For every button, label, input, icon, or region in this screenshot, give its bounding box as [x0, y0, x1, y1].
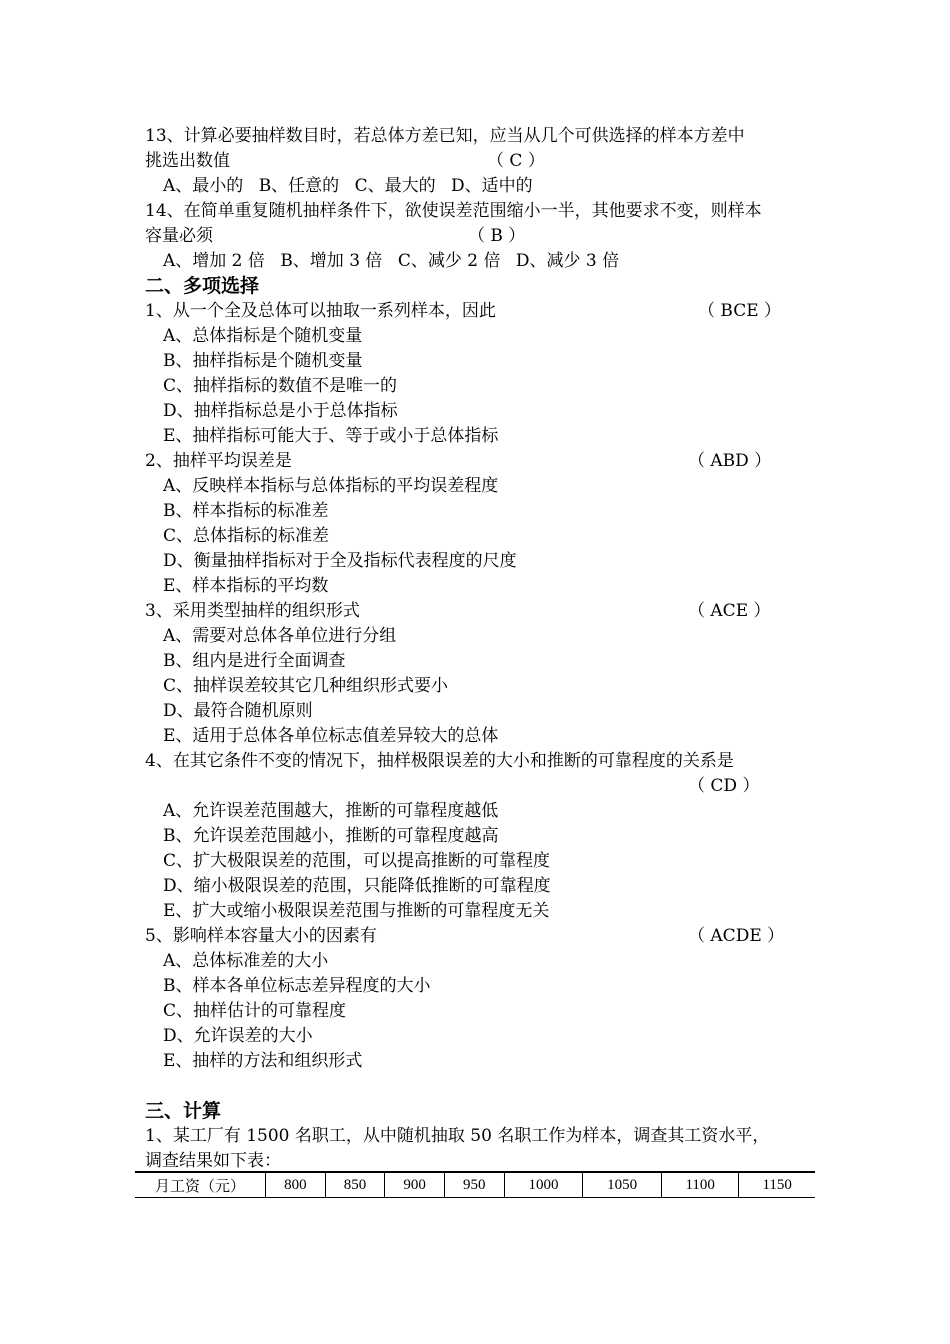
question-13-stem-end: 挑选出数值 — [145, 151, 230, 171]
mc-question-2-option-d: D、衡量抽样指标对于全及指标代表程度的尺度 — [163, 551, 517, 571]
option-b: B、任意的 — [258, 176, 340, 196]
mc-question-3-option-d: D、最符合随机原则 — [163, 701, 313, 721]
mc-question-3-stem — [145, 599, 825, 624]
question-14-line2 — [145, 224, 825, 249]
mc-question-1-stem — [145, 299, 825, 324]
table-row — [135, 1172, 815, 1198]
wage-cell: 900 — [385, 1172, 445, 1198]
wage-cell: 1000 — [504, 1172, 583, 1198]
mc-question-2-answer: （ ABD ） — [688, 451, 772, 471]
section-2-heading: 二、多项选择 — [145, 275, 260, 297]
mc-question-4-option-c: C、扩大极限误差的范围，可以提高推断的可靠程度 — [163, 851, 551, 871]
mc-question-2-option-e: E、样本指标的平均数 — [163, 576, 329, 596]
mc-question-3-option-a: A、需要对总体各单位进行分组 — [163, 626, 397, 646]
mc-question-4-option-b: B、允许误差范围越小，推断的可靠程度越高 — [163, 826, 499, 846]
mc-question-5-option-d: D、允许误差的大小 — [163, 1026, 313, 1046]
mc-question-3-text: 3、采用类型抽样的组织形式 — [145, 601, 360, 621]
option-d: D、减少 3 倍 — [515, 251, 620, 271]
mc-question-5-option-c: C、抽样估计的可靠程度 — [163, 1001, 347, 1021]
wage-header-cell: 月工资（元） — [154, 1178, 245, 1195]
mc-question-1-option-e: E、抽样指标可能大于、等于或小于总体指标 — [163, 426, 499, 446]
wage-cell: 1050 — [583, 1172, 662, 1198]
option-d: D、适中的 — [451, 176, 533, 196]
mc-question-4-answer: （ CD ） — [688, 776, 760, 796]
mc-question-3-answer: （ ACE ） — [688, 601, 771, 621]
question-14-options — [145, 249, 825, 274]
wage-cell: 1100 — [662, 1172, 739, 1198]
mc-question-4-option-d: D、缩小极限误差的范围，只能降低推断的可靠程度 — [163, 876, 551, 896]
question-14-stem-end: 容量必须 — [145, 226, 213, 246]
mc-question-1-option-b: B、抽样指标是个随机变量 — [163, 351, 363, 371]
wage-table — [135, 1171, 815, 1198]
mc-question-4-option-a: A、允许误差范围越大，推断的可靠程度越低 — [163, 801, 499, 821]
mc-question-4-answer-line — [145, 774, 825, 799]
calc-question-1-line2: 调查结果如下表： — [145, 1151, 281, 1171]
mc-question-3-option-e: E、适用于总体各单位标志值差异较大的总体 — [163, 726, 499, 746]
wage-cell: 1150 — [739, 1172, 815, 1198]
question-13-line2 — [145, 149, 825, 174]
wage-cell: 950 — [444, 1172, 504, 1198]
mc-question-2-text: 2、抽样平均误差是 — [145, 451, 292, 471]
mc-question-2-option-a: A、反映样本指标与总体指标的平均误差程度 — [163, 476, 499, 496]
option-b: B、增加 3 倍 — [280, 251, 383, 271]
calc-question-1-line1: 1、某工厂有 1500 名职工，从中随机抽取 50 名职工作为样本，调查其工资水平， — [145, 1126, 770, 1146]
question-13-options — [145, 174, 825, 199]
mc-question-1-option-d: D、抽样指标总是小于总体指标 — [163, 401, 398, 421]
mc-question-3-option-b: B、组内是进行全面调查 — [163, 651, 346, 671]
mc-question-4-stem: 4、在其它条件不变的情况下，抽样极限误差的大小和推断的可靠程度的关系是 — [145, 751, 734, 771]
mc-question-3-option-c: C、抽样误差较其它几种组织形式要小 — [163, 676, 449, 696]
question-13-line1: 13、计算必要抽样数目时，若总体方差已知，应当从几个可供选择的样本方差中 — [145, 126, 745, 146]
option-c: C、最大的 — [354, 176, 436, 196]
mc-question-5-option-e: E、抽样的方法和组织形式 — [163, 1051, 363, 1071]
section-3-heading: 三、计算 — [145, 1100, 222, 1122]
question-13-answer: （ C ） — [487, 151, 545, 171]
option-c: C、减少 2 倍 — [397, 251, 501, 271]
document-page — [145, 124, 825, 1174]
mc-question-1-answer: （ BCE ） — [698, 301, 782, 321]
mc-question-1-text: 1、从一个全及总体可以抽取一系列样本，因此 — [145, 301, 496, 321]
mc-question-5-stem — [145, 924, 825, 949]
mc-question-5-option-b: B、样本各单位标志差异程度的大小 — [163, 976, 431, 996]
mc-question-5-option-a: A、总体标准差的大小 — [163, 951, 329, 971]
option-a: A、最小的 — [163, 176, 244, 196]
mc-question-2-stem — [145, 449, 825, 474]
mc-question-5-answer: （ ACDE ） — [688, 926, 785, 946]
wage-cell: 850 — [325, 1172, 385, 1198]
spacer — [145, 1074, 825, 1099]
mc-question-2-option-b: B、样本指标的标准差 — [163, 501, 329, 521]
mc-question-1-option-c: C、抽样指标的数值不是唯一的 — [163, 376, 398, 396]
question-14-line1: 14、在简单重复随机抽样条件下，欲使误差范围缩小一半，其他要求不变，则样本 — [145, 201, 762, 221]
option-a: A、增加 2 倍 — [163, 251, 265, 271]
mc-question-4-option-e: E、扩大或缩小极限误差范围与推断的可靠程度无关 — [163, 901, 550, 921]
mc-question-1-option-a: A、总体指标是个随机变量 — [163, 326, 363, 346]
wage-cell: 800 — [266, 1172, 326, 1198]
question-14-answer: （ B ） — [468, 226, 526, 246]
mc-question-5-text: 5、影响样本容量大小的因素有 — [145, 926, 377, 946]
mc-question-2-option-c: C、总体指标的标准差 — [163, 526, 330, 546]
